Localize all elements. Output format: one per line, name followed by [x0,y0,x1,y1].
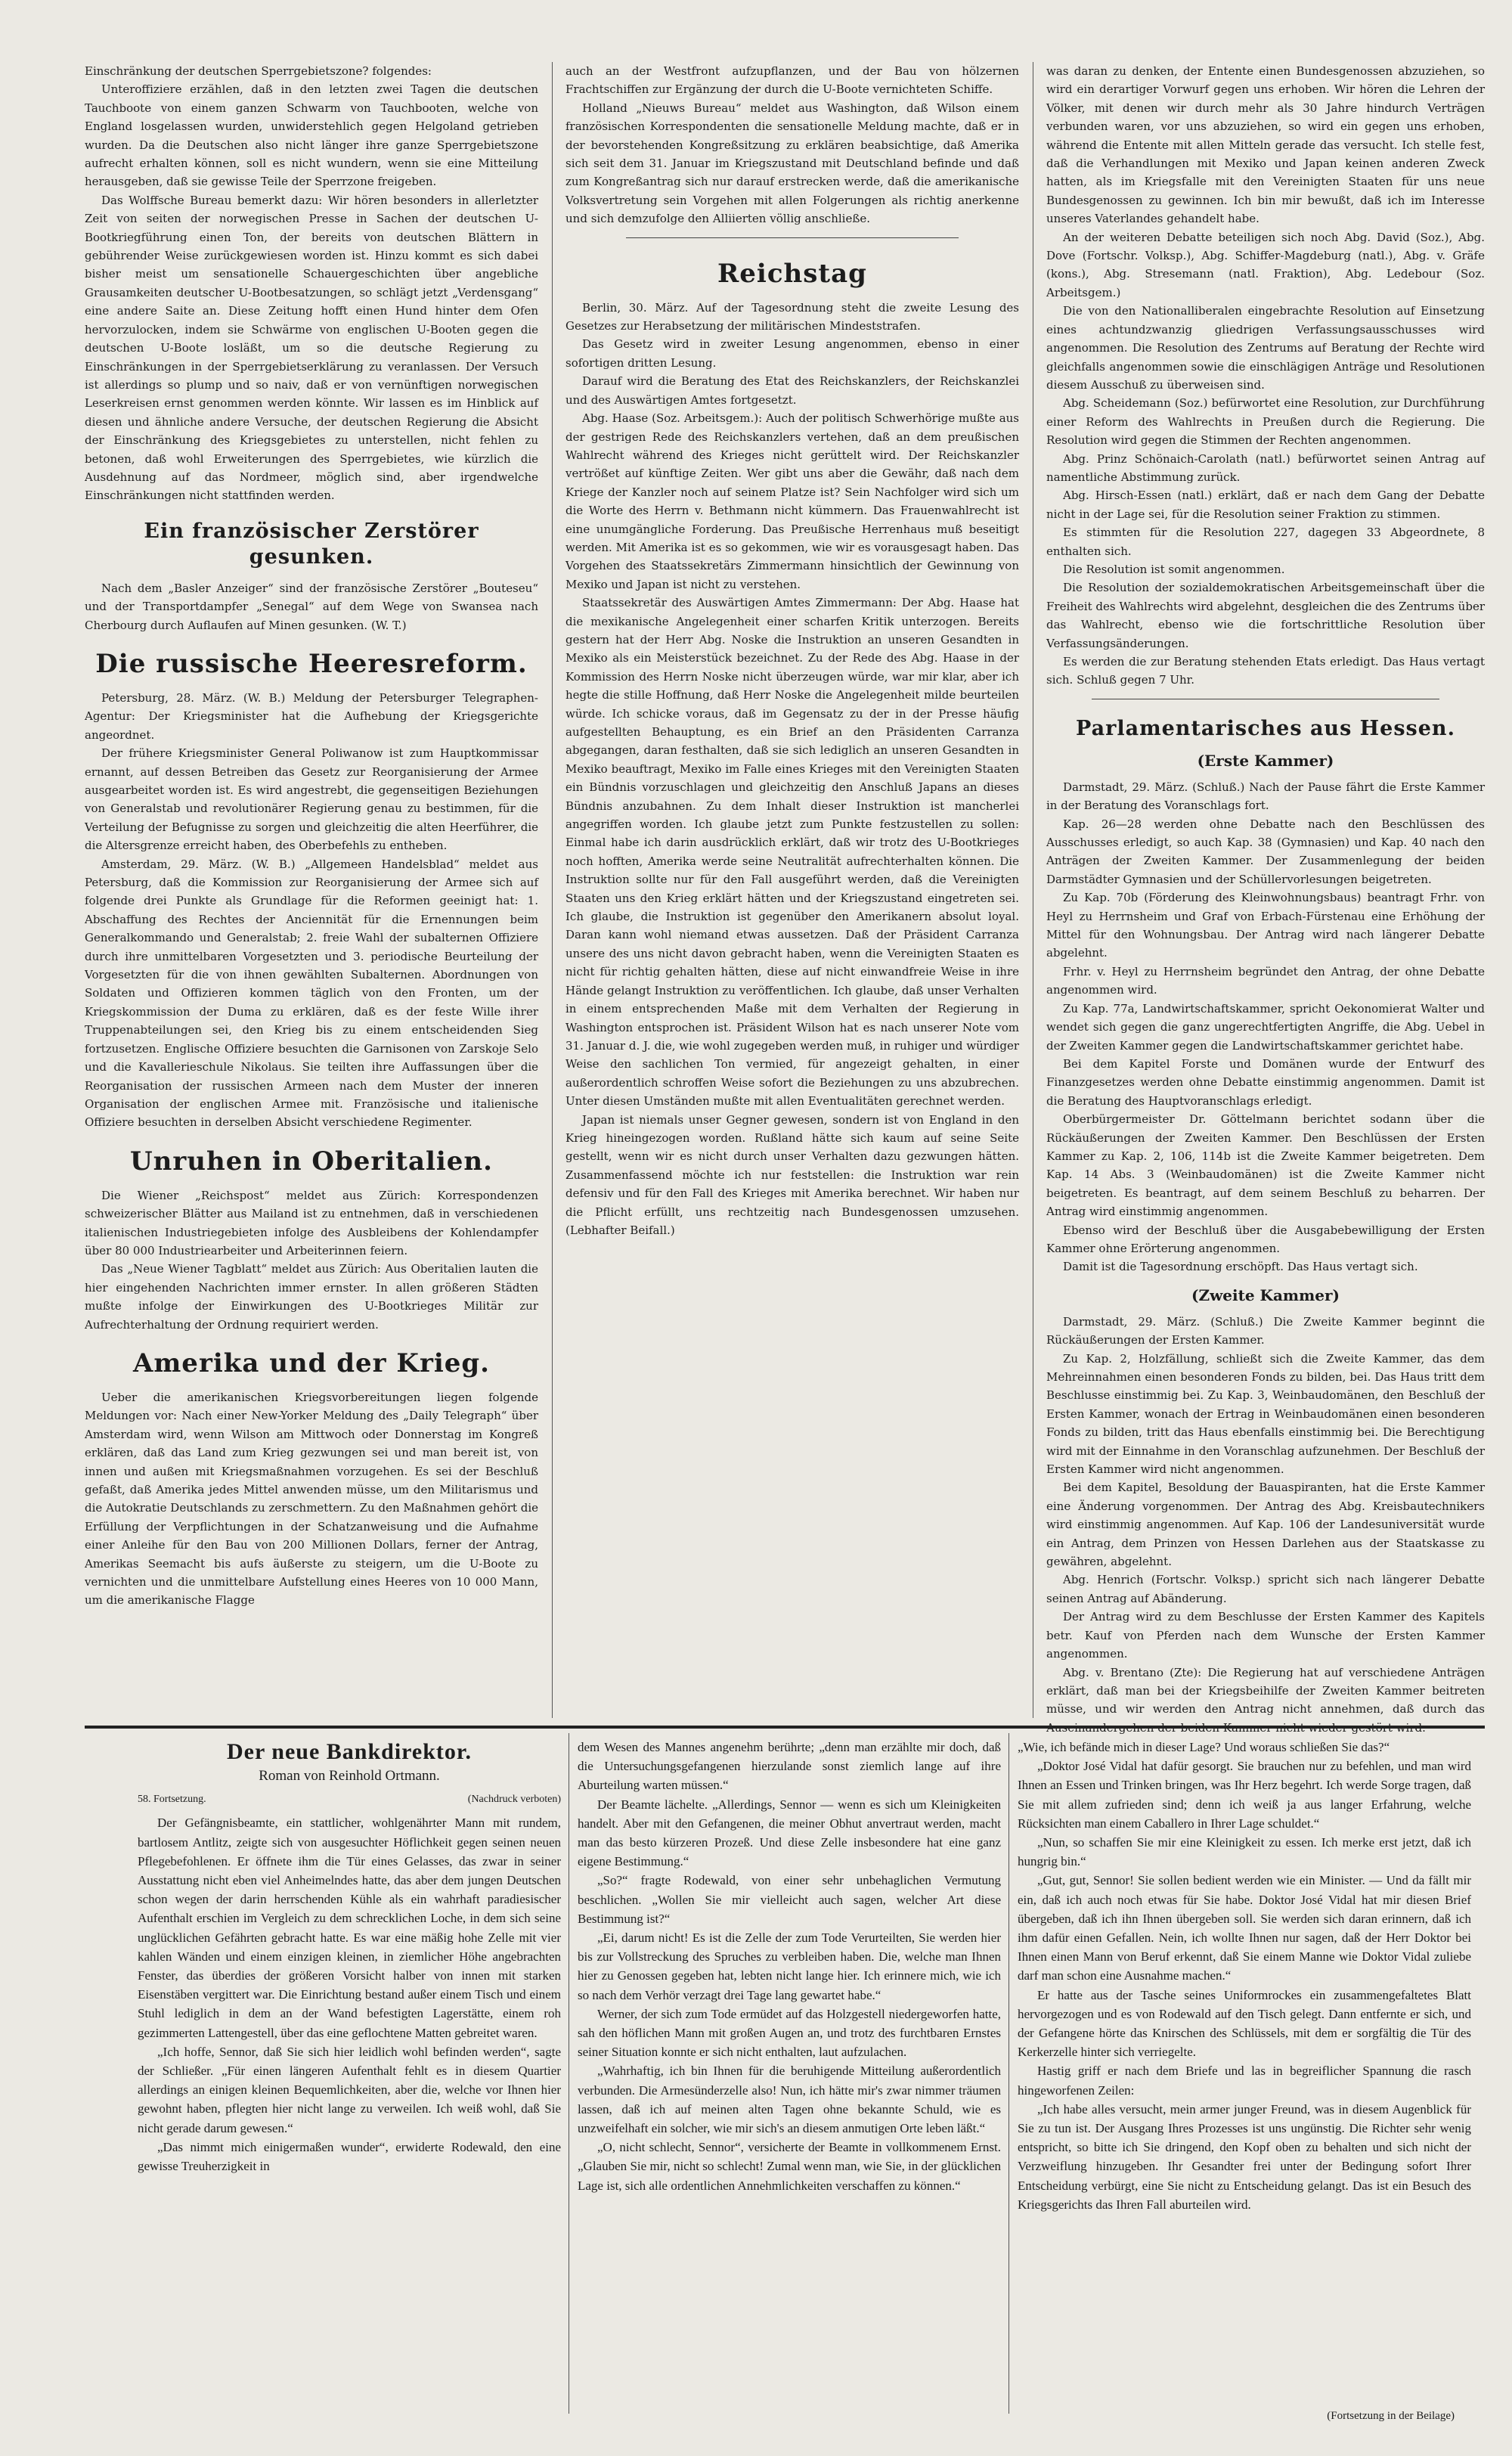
reichstag-para: Berlin, 30. März. Auf der Tagesordnung steht die zweite Lesung des Gesetzes zur Herabsetzung der militärischen Mindeststrafen. [565,300,1019,333]
novel-para: Werner, der sich zum Tode ermüdet auf das Holzgestell niedergeworfen hatte, sah den höflichen Mann mit großen Augen an, und trotz des furchtbaren Ernstes seiner Situation konnte er sich nicht enthalten, laut aufzulachen. [578,2006,1001,2060]
novel-para: „Doktor José Vidal hat dafür gesorgt. Sie brauchen nur zu befehlen, und man wird Ihnen an Essen und Trinken bringen, was Ihr Herz begehrt. Ich werde Sorge tragen, daß Sie mit allem zufrieden sind; denn ich weiß ja aus langer Erfahrung, welche Rücksichten man einem Caballero in Ihrer Lage schuldet.“ [1018,1759,1471,1831]
col3-para: Es stimmten für die Resolution 227, dagegen 33 Abgeordnete, 8 enthalten sich. [1046,526,1485,558]
novel-column-a [138,1738,561,2403]
col1-lead [85,62,538,505]
article-russian-army: Der frühere Kriegsminister General Poliwanow ist zum Hauptkommissar ernannt, auf dessen Betreiben das Gesetz zur Reorganisierung der Armee ausgearbeitet worden ist. Es wird angestrebt, die gegenseitigen Beziehungen von Generalstab und revolutionärer Regierung genau zu bestimmen, für die Verteilung der Befugnisse zu sorgen und gleichzeitig die alten Heerführer, die die Altersgrenze erreicht haben, des Oberbefehls zu entheben. [85,746,538,853]
parl-para: Oberbürgermeister Dr. Göttelmann berichtet sodann über die Rückäußerungen der Zweiten Kammer. Den Beschlüssen der Ersten Kammer zu Kap. 2, 106, 114b ist die Zweite Kammer beigetreten. Dem Kap. 14 Abs. 3 (Weinbaudomänen) ist die Zweite Kammer nicht beigetreten. Es beantragt, auf dem seinem Beschluß zu beharren. Der Antrag wird einstimmig angenommen. [1046,1112,1485,1219]
novel-para: Der Gefängnisbeamte, ein stattlicher, wohlgenährter Mann mit rundem, bartlosem Antlitz, zeigte sich von ausgesuchter Höflichkeit gegen seinen neuen Pflegebefohlenen. Er öffnete ihm die Tür eines Gelasses, das zwar in seiner Ausstattung nicht eben viel Anheimelndes hatte, das aber dem jungen Deutschen schon wegen der darin herrschenden Kühle als ein wahrhaft paradiesischer Aufenthalt erschien im Vergleich zu dem schrecklichen Loche, in dem sich seine unglücklichen Gefährten gebracht hatte. Es war eine mäßig hohe Zelle mit vier kahlen Wänden und einem einzigen kleinen, in ziemlicher Höhe angebrachten Fenster, das überdies der größeren Vorsicht halber von innen mit starken Eisenstäben vergittert war. Die Einrichtung bestand außer einem Tisch und einem Stuhl lediglich in dem an der Wand befestigten Lagerstätte, einem roh gezimmerten Lattengestell, über das eine geflochtene Matten gebreitet waren. [138,1816,561,2040]
reichstag-para: Das Gesetz wird in zweiter Lesung angenommen, ebenso in einer sofortigen dritten Lesung. [565,337,1019,370]
novel-para: Der Beamte lächelte. „Allerdings, Sennor — wenn es sich um Kleinigkeiten handelt. Aber mit den Gefangenen, die meiner Obhut anvertraut werden, macht man das besto kürzeren Prozeß. Und diese Zelle insbesondere hat eine ganz eigene Bestimmung.“ [578,1797,1001,1869]
col3-para: Die Resolution der sozialdemokratischen Arbeitsgemeinschaft über die Freiheit des Wahlrechts wird abgelehnt, desgleichen die des Zentrums über das Wahlrecht, ebenso wie die fortschrittliche Resolution über Verfassungsänderungen. [1046,581,1485,650]
zweite-para: Bei dem Kapitel, Besoldung der Bauaspiranten, hat die Erste Kammer eine Änderung vorgenommen. Der Antrag des Abg. Kreisbautechnikers wird einstimmig angenommen. Auf Kap. 106 der Landesuniversität wurde ein Antrag, dem Prinzen von Hessen Darlehen aus der Staatskasse zu gewähren, abgelehnt. [1046,1481,1485,1569]
novel-para: „O, nicht schlecht, Sennor“, versicherte der Beamte in vollkommenem Ernst. „Glauben Sie mir, nicht so schlecht! Zumal wenn man, wie Sie, in der glücklichen Lage ist, sich alle ordentlichen Annehmlichkeiten verschaffen zu können.“ [578,2140,1001,2193]
column-2 [565,62,1019,1718]
novel-para: „Nun, so schaffen Sie mir eine Kleinigkeit zu essen. Ich merke erst jetzt, daß ich hungrig bin.“ [1018,1835,1471,1869]
parl-para: Ebenso wird der Beschluß über die Ausgabebewilligung der Ersten Kammer ohne Erörterung angenommen. [1046,1223,1485,1255]
novel-para: „Das nimmt mich einigermaßen wunder“, erwiderte Rodewald, den eine gewisse Treuherzigkeit in [138,2139,561,2174]
column-3 [1046,62,1485,1718]
reichstag-para: Darauf wird die Beratung des Etat des Reichskanzlers, der Reichskanzlei und des Auswärtigen Amtes fortgesetzt. [565,374,1019,407]
subheading-second-chamber: (Zweite Kammer) [1191,1285,1340,1304]
parl-para: Damit ist die Tagesordnung erschöpft. Das Haus vertagt sich. [1063,1260,1418,1274]
col3-para: An der weiteren Debatte beteiligen sich noch Abg. David (Soz.), Abg. Dove (Fortschr. Volksp.), Abg. Schiffer-Magdeburg (natl.), Abg. v. Gräfe (kons.), Abg. Stresemann (natl. Fraktion), Abg. Ledebour (Soz. Arbeitsgem.) [1046,230,1485,299]
article-russian-army: Petersburg, 28. März. (W. B.) Meldung der Petersburger Telegraphen-Agentur: Der Kriegsminister hat die Aufhebung der Kriegsgerichte angeordnet. [85,690,538,742]
headline-reichstag: Reichstag [717,258,867,289]
reichstag-para: Staatssekretär des Auswärtigen Amtes Zimmermann: Der Abg. Haase hat die mexikanische Angelegenheit einer scharfen Kritik unterzogen. Bereits gestern hat der Herr Abg. Noske die Instruktion an unseren Gesandten in Mexiko als ein Meisterstück bezeichnet. Zu der Rede des Abg. Haase in der Kommission des Herrn Noske nicht überzeugen würde, war mir klar, aber ich hegte die stille Hoffnung, daß Herr Noske die Angelegenheit milde beurteilen würde. Ich schicke voraus, daß im Gegensatz zu der in der Presse häufig aufgestellten Behauptung, es ein Brief an den Präsidenten Carranza abgegangen, daran festhalten, daß sie sich lediglich an unseren Gesandten in Mexiko beauftragt, Mexiko im Falle eines Krieges mit den Vereinigten Staaten ein Bündnis vorzuschlagen und gleichzeitig den Anschluß Japans an dieses Bündnis anzubahnen. Zu dem Inhalt dieser Instruktion ist mancherlei angegriffen worden. Ich glaube jetzt zum Punkte festzustellen zu sollen: Einmal habe ich darin ausdrücklich erklärt, daß wir trotz des U-Bootkrieges noch hofften, Amerika werde seine Neutralität aufrechterhalten können. Die Instruktion sollte nur für den Fall ausgeführt werden, daß die Vereinigten Staaten uns den Krieg erklärt hätten und der Kriegszustand eingetreten sei. Ich glaube, die Instruktion ist gegenüber den Amerikanern absolut loyal. Daran kann wohl niemand etwas aussetzen. Daß der Präsident Carranza unsere des uns nicht davon gebracht haben, wenn die Vereinigten Staaten es nicht für richtig gehalten hätten, diese auf nicht einwandfreie Weise in ihre Hände gelangt Instruktion zu veröffentlichen. Ich glaube, daß unser Verhalten in einem entsprechenden Maße mit dem Verhalten der Regierung in Washington entsprochen ist. Präsident Wilson hat es nach unserer Note vom 31. Januar d. J. die, wie wohl zugegeben werden muß, in ruhiger und würdiger Weise den sachlichen Ton vermied, für angezeigt gehalten, in einer außerordentlich schroffen Weise sofort die Beziehungen zu uns abzubrechen. Unter diesen Umständen mußte mit allen Eventualitäten gerechnet werden. [565,596,1019,1109]
article-unrest-italy: Die Wiener „Reichspost“ meldet aus Zürich: Korrespondenzen schweizerischer Blätter aus Mailand ist zu entnehmen, daß in verschiedenen italienischen Industriegebieten infolge des Ausbleibens der Kohlendampfer über 80 000 Industriearbeiter und Arbeiterinnen feiern. [85,1188,538,1257]
novel-title: Der neue Bankdirektor. [227,1739,472,1764]
novel-para: „Ich hoffe, Sennor, daß Sie sich hier leidlich wohl befinden werden“, sagte der Schließer. „Für einen längeren Aufenthalt fehlt es in diesem Quartier allerdings an einigen kleinen Bequemlichkeiten, aber die, welche vor Ihnen hier gewohnt haben, pflegten hier nicht lange zu verweilen. Ich weiß wohl, daß Sie nicht gerade darum gewesen.“ [138,2044,561,2135]
column-1 [85,62,538,1718]
article-holland: Holland „Nieuws Bureau“ meldet aus Washington, daß Wilson einem französischen Korrespondenten die sensationelle Meldung machte, daß er in der bevorstehenden Kongreßsitzung zu erklären beabsichtige, daß Amerika sich seit dem 31. Januar im Kriegszustand mit Deutschland befinde und daß zum Kongreßantrag sich nur darauf erstrecken werde, daß die amerikanische Volksvertretung sein Vorgehen mit allen Folgerungen als richtig anerkenne und sich demzufolge den Alliierten völlig anschließe. [565,101,1019,226]
col3-para: Abg. Prinz Schönaich-Carolath (natl.) befürwortet seinen Antrag auf namentliche Abstimmung zurück. [1046,451,1485,484]
novel-para: Er hatte aus der Tasche seines Uniformrockes ein zusammengefaltetes Blatt hervorgezogen und es von Rodewald auf den Tisch gelegt. Dann entfernte er sich, und der Gefangene hörte das Knirschen des Schlüssels, mit dem er sorgfältig die Tür des Kerkerzelle hinter sich verriegelte. [1018,1987,1471,2060]
zweite-para: Abg. v. Brentano (Zte): Die Regierung hat auf verschiedene Anträgen erklärt, daß man bei der Kriegsbeihilfe der Zweiten Kammer beitreten müsse, und wir werden den Antrag nicht annehmen, daß durch das [1046,1665,1485,1716]
headline-russian-army: Die russische Heeresreform. [95,648,528,679]
column-divider [552,62,553,1718]
feuilleton-divider [85,1726,1485,1729]
col3-para: Die von den Nationalliberalen eingebrachte Resolution auf Einsetzung eines achtundzwanzig gliedrigen Verfassungsausschusses wird angenommen. Die Resolution des Zentrums auf Beratung der Rechte wird gleichfalls angenommen sowie die einschlägigen Anträge und Resolutionen diesem Ausschuß zu überweisen sind. [1046,304,1485,392]
col3-para: Die Resolution ist somit angenommen. [1063,562,1285,576]
novel-para: „Ich habe alles versucht, mein armer junger Freund, was in diesem Augenblick für Sie zu tun ist. Der Ausgang Ihres Prozesses ist uns ungünstig. Die Richter sehr wenig entspricht, so bitte ich Sie dringend, den Kopf oben zu behalten und sich nicht der Verzweiflung hinzugeben. Ihr Gesandter frei unter der Bedingung sofort Ihrer Entscheidung verbürgt, eine Sie nicht zu Entscheidung gelangt. Das ist ein Besuch des Kriegsgerichts das Ihren Fall aburteilen wird. [1018,2101,1471,2212]
col3-lead: was daran zu denken, der Entente einen Bundesgenossen abzuziehen, so wird ein derartiger Vorwurf gegen uns erhoben. Wir hören die Lehren der Völker, mit denen wir durch mehr als 30 Jahre hindurch Verträgen verbunden waren, vor uns abzuziehen, so wird ein gegen uns erhoben, während die Entente mit allen Mitteln gerade das versucht. Ich stelle fest, daß die Verhandlungen mit Mexiko und Japan keinen anderen Zweck hatten, als im Kriegsfalle mit den Vereinigten Staaten für uns neue Bundesgenossen zu gewinnen. Ich bin mir bewußt, daß ich im Interesse unseres Vaterlandes gehandelt habe. [1046,64,1485,226]
article-america-war: Ueber die amerikanischen Kriegsvorbereitungen liegen folgende Meldungen vor: Nach einer New-Yorker Meldung des „Daily Telegraph“ über Amsterdam wird, wenn Wilson am Mittwoch oder Donnerstag im Kongreß erklären, daß das Land zum Krieg gezwungen sei und man bereit ist, von innen und außen mit Kriegsmaßnahmen vorzugehen. Es sei der Beschluß gefaßt, daß Amerika jedes Mittel anwenden müsse, um den Militarismus und die Autokratie Deutschlands zu zerschmettern. Zu den Maßnahmen gehört die Erfüllung der Verpflichtungen in der Schatzanweisung und die Aufnahme einer Anleihe für den Bau von 200 Millionen Dollars, ferner der Antrag, Amerikas Seemacht bis aufs äußerste zu steigern, um die U-Boote zu vernichten und die unmittelbare Aufstellung eines Heeres von 10 000 Mann, um die amerikanische Flagge [85,1390,538,1608]
novel-installment: 58. Fortsetzung. [138,1794,206,1806]
novel-para: „Wie, ich befände mich in dieser Lage? Und woraus schließen Sie das?“ [1018,1740,1390,1754]
headline-america-war: Amerika und der Krieg. [132,1347,491,1378]
parl-para: Frhr. v. Heyl zu Herrnsheim begründet den Antrag, der ohne Debatte angenommen wird. [1046,964,1485,997]
article-russian-army: Amsterdam, 29. März. (W. B.) „Allgemeen Handelsblad“ meldet aus Petersburg, daß die Kommission zur Reorganisierung der Armee sich auf folgende drei Punkte als Grundlage für die Reformen geeinigt hat: 1. Abschaffung des Rechtes der Anciennität für die Ernennungen beim Generalkommando und Generalstab; 2. freie Wahl der subalternen Offiziere durch ihre unmittelbaren Vorgesetzten und 3. periodische Beurteilung der Vorgesetzten für die von ihnen gewählten Subalternen. Abordnungen von Soldaten und Offizieren kommen täglich von den Fronten, um der Kriegskommission der Duma zu erklären, daß es der feste Wille ihrer Truppenabteilungen sei, den Krieg bis zu einem entscheidenden Sieg fortzusetzen. Englische Offiziere besuchten die Garnisonen von Zarskoje Selo und die Kavallerieschule Nikolaus. Sie teilten ihre Auffassungen über die Reorganisation der russischen Armeen nach dem Muster der inneren Organisation der englischen Armee mit. Französische und italienische Offiziere besuchten in derselben Absicht verschiedene Regimenter. [85,857,538,1130]
parl-para: Kap. 26—28 werden ohne Debatte nach den Beschlüssen des Ausschusses erledigt, so auch Kap. 38 (Gymnasien) und Kap. 40 nach den Anträgen der Zweiten Kammer. Der Zusammenlegung der beiden Darmstädter Gymnasien und der Schüllervorlesungen beigetreten. [1046,817,1485,886]
parl-para: Zu Kap. 77a, Landwirtschaftskammer, spricht Oekonomierat Walter und wendet sich gegen die ganz ungerechtfertigten Angriffe, die Abg. Uebel in der Zweiten Kammer gegen die Landwirtschaftskammer gerichtet habe. [1046,1001,1485,1053]
col1-lead-para: Einschränkung der deutschen Sperrgebietszone? folgendes: [85,64,432,78]
novel-column-c [1018,1738,1471,2403]
article-destroyer: Nach dem „Basler Anzeiger“ sind der französische Zerstörer „Bouteseu“ und der Transportdampfer „Senegal“ auf dem Wege von Swansea nach Cherbourg durch Auflaufen auf Minen gesunken. (W. T.) [85,581,538,632]
novel-para: „Ei, darum nicht! Es ist die Zelle der zum Tode Verurteilten, Sie werden hier bis zur Vollstreckung des Spruches zu verbleiben haben. Die, welche man Ihnen hier zu Genossen gegeben hat, lebten nicht lange hier. Ich erinnere mich, wie ich so nach dem Verhör verzagt drei Tage lang gewartet habe.“ [578,1930,1001,2002]
headline-unrest-italy: Unruhen in Oberitalien. [130,1146,493,1177]
col1-lead-para: Das Wolffsche Bureau bemerkt dazu: Wir hören besonders in allerletzter Zeit von seiten der norwegischen Presse in Sachen der deutschen U-Bootkriegführung einen Ton, der bereits von deutschen Blättern in gebührender Weise zurückgewiesen worden ist. Hinzu kommt es sich dabei bisher meist um sensationelle Schauergeschichten über angebliche Grausamkeiten deutscher U-Bootbesatzungen, so schlägt jetzt „Verdensgang“ eine andere Saite an. Diese Zeitung hofft einen Hund hinter dem Ofen hervorzulocken, indem sie Schwärme von englischen U-Booten gegen die deutschen U-Boote losläßt, um so die deutsche Regierung zu Einschränkungen in der Sperrgebietserklärung zu veranlassen. Der Versuch ist allerdings so plump und so naiv, daß er von vernünftigen norwegischen Leserkreisen ernst genommen werden könnte. Wir lassen es im Hinblick auf diesen und ähnliche andere Versuche, der deutschen Regierung die Absicht der Einschränkung des Kriegsgebietes zu unterstellen, nicht fehlen zu betonen, daß wohl Erweiterungen des Sperrgebietes, wie kürzlich die Ausdehnung auf das Nordmeer, möglich sind, aber irgendwelche Einschränkungen nicht stattfinden werden. [85,193,538,503]
novel-para: „So?“ fragte Rodewald, von einer sehr unbehaglichen Vermutung beschlichen. „Wollen Sie mir vielleicht auch sagen, welcher Art diese Bestimmung ist?“ [578,1873,1001,1926]
section-divider [626,237,959,238]
novel-para: Hastig griff er nach dem Briefe und las in begreiflicher Spannung die rasch hingeworfenen Zeilen: [1018,2064,1471,2098]
zweite-para: Abg. Henrich (Fortschr. Volksp.) spricht sich nach längerer Debatte seinen Antrag auf Abänderung. [1046,1573,1485,1605]
article-unrest-italy: Das „Neue Wiener Tagblatt“ meldet aus Zürich: Aus Oberitalien lauten die hier eingehenden Nachrichten immer ernster. In allen größeren Städten mußte infolge der Einwirkungen des U-Bootkrieges Militär zur Aufrechterhaltung der Ordnung requiriert werden. [85,1262,538,1332]
parl-para: Bei dem Kapitel Forste und Domänen wurde der Entwurf des Finanzgesetzes werden ohne Debatte einstimmig angenommen. Damit ist die Beratung des Hauptvoranschlags erledigt. [1046,1056,1485,1108]
col3-para: Abg. Hirsch-Essen (natl.) erklärt, daß er nach dem Gang der Debatte nicht in der Lage sei, für die Resolution seiner Fraktion zu stimmen. [1046,488,1485,521]
headline-destroyer: Ein französischer Zerstörer gesunken. [144,519,479,569]
novel-para: „Wahrhaftig, ich bin Ihnen für die beruhigende Mitteilung außerordentlich verbunden. Die Armesünderzelle also! Nun, ich hätte mir's zwar nimmer träumen lassen, daß ich auf meinen alten Tagen ohne bekannte Schuld, wie es unzweifelhaft ein solcher, wie mir sich's an diesem anmutigen Orte leben läßt.“ [578,2064,1001,2136]
col1-lead-para: Unteroffiziere erzählen, daß in den letzten zwei Tagen die deutschen Tauchboote von einem ganzen Schwarm von Tauchbooten, welche von England losgelassen wurden, unwiderstehlich gegen Helgoland getrieben wurden. Da die Deutschen also nicht länger ihre ganze Sperrgebietszone aufrecht erhalten können, soll es nicht wundern, wenn sie eine Mitteilung herausgeben, daß sie gewisse Teile der Sperrzone freigeben. [85,82,538,189]
novel-para: dem Wesen des Mannes angenehm berührte; „denn man erzählte mir doch, daß die Untersuchungsgefangenen hierzulande sonst ziemlich lange auf ihre Aburteilung warten müssen.“ [578,1740,1001,1793]
novel-reprint-notice: (Nachdruck verboten) [467,1794,561,1806]
continuation-note: (Fortsetzung in der Beilage) [1327,2410,1455,2422]
col3-para: Abg. Scheidemann (Soz.) befürwortet eine Resolution, zur Durchführung einer Reform des Wahlrechts in Preußen durch die Regierung. Die Resolution wird gegen die Stimmen der Rechten angenommen. [1046,396,1485,448]
parl-para: Zu Kap. 70b (Förderung des Kleinwohnungsbaus) beantragt Frhr. von Heyl zu Herrnsheim und Graf von Erbach-Fürstenau eine Erhöhung der Mittel für den Wohnungsbau. Der Antrag wird nach längerer Debatte abgelehnt. [1046,891,1485,960]
novel-meta [138,1790,561,1809]
subheading-first-chamber: (Erste Kammer) [1197,751,1334,770]
page-frame [85,62,1485,2429]
zweite-para: Der Antrag wird zu dem Beschlusse der Ersten Kammer des Kapitels betr. Kauf von Pferden nach dem Wunsche der Ersten Kammer angenommen. [1046,1610,1485,1661]
reichstag-para: Japan ist niemals unser Gegner gewesen, sondern ist von England in den Krieg hineingezogen worden. Rußland hätte sich kaum auf seine Seite gestellt, wenn wir es nicht durch unser Verhalten dazu gezwungen hätten. Zusammenfassend möchte ich nur feststellen: die Instruktion war rein defensiv und für den Fall des Krieges mit Amerika berechnet. Wir haben nur die Pflicht erfüllt, uns rechtzeitig nach Bundesgenossen umzusehen. (Lebhafter Beifall.) [565,1112,1019,1237]
zweite-para: Zu Kap. 2, Holzfällung, schließt sich die Zweite Kammer, das dem Mehreinnahmen einen besonderen Fonds zu bilden, bei. Das Haus tritt dem Beschlusse einstimmig bei. Zu Kap. 3, Weinbaudomänen, den Beschluß der Ersten Kammer, wonach der Ertrag in Weinbaudomänen einen besonderen Fonds zu bilden, tritt das Haus ebenfalls einstimmig bei. Die Berechtigung wird mit der Einnahme in den Voranschlag aufzunehmen. Der Beschluß der Ersten Kammer wird nicht angenommen. [1046,1351,1485,1477]
novel-para: „Gut, gut, Sennor! Sie sollen bedient werden wie ein Minister. — Und da fällt mir ein, daß ich auch noch etwas für Sie habe. Doktor José Vidal hat mir diesen Brief übergeben, daß ich ihn Ihnen übergeben soll. Sie werden sich daran erinnern, daß ich ihm dafür einen Gefallen. Nein, ich wollte Ihnen nur sagen, daß der Herr Doktor bei Ihnen einen Mann von Beruf erkennt, daß Sie einem Manne wie Doktor Vidal zuliebe darf man schon eine Ausnahme machen.“ [1018,1873,1471,1983]
novel-author: Roman von Reinhold Ortmann. [259,1768,440,1784]
headline-parliament-hessen: Parlamentarisches aus Hessen. [1076,716,1455,740]
reichstag-para: Abg. Haase (Soz. Arbeitsgem.): Auch der politisch Schwerhörige mußte aus der gestrigen Rede des Reichskanzlers vertehen, daß an dem preußischen Wahlrecht während des Krieges nicht gerüttelt wird. Der Reichskanzler vertrößet auf künftige Zeiten. Wer gibt uns aber die Gewähr, daß nach dem Kriege der Kanzler noch auf seinem Platze ist? Sein Nachfolger wird sich um die Worte des Herrn v. Bethmann nicht kümmern. Das Frauenwahlrecht ist eine unumgängliche Forderung. Das Preußische Herrenhaus muß beseitigt werden. Mit Amerika ist es so gekommen, wie wir es vorausgesagt haben. Das Vorgehen des Staatssekretärs Zimmermann hinsichtlich der Gewinnung von Mexiko und Japan ist nicht zu verstehen. [565,411,1019,591]
parl-para: Darmstadt, 29. März. (Schluß.) Nach der Pause fährt die Erste Kammer in der Beratung des Voranschlags fort. [1046,780,1485,813]
col2-lead: auch an der Westfront aufzupflanzen, und der Bau von hölzernen Frachtschiffen zur Ergänzung der durch die U-Boote vernichteten Schiffe. [565,64,1019,97]
zweite-para: Darmstadt, 29. März. (Schluß.) Die Zweite Kammer beginnt die Rückäußerungen der Ersten Kammer. [1046,1314,1485,1347]
novel-column-b [578,1738,1001,2403]
col3-para: Es werden die zur Beratung stehenden Etats erledigt. Das Haus vertagt sich. Schluß gegen 7 Uhr. [1046,655,1485,687]
